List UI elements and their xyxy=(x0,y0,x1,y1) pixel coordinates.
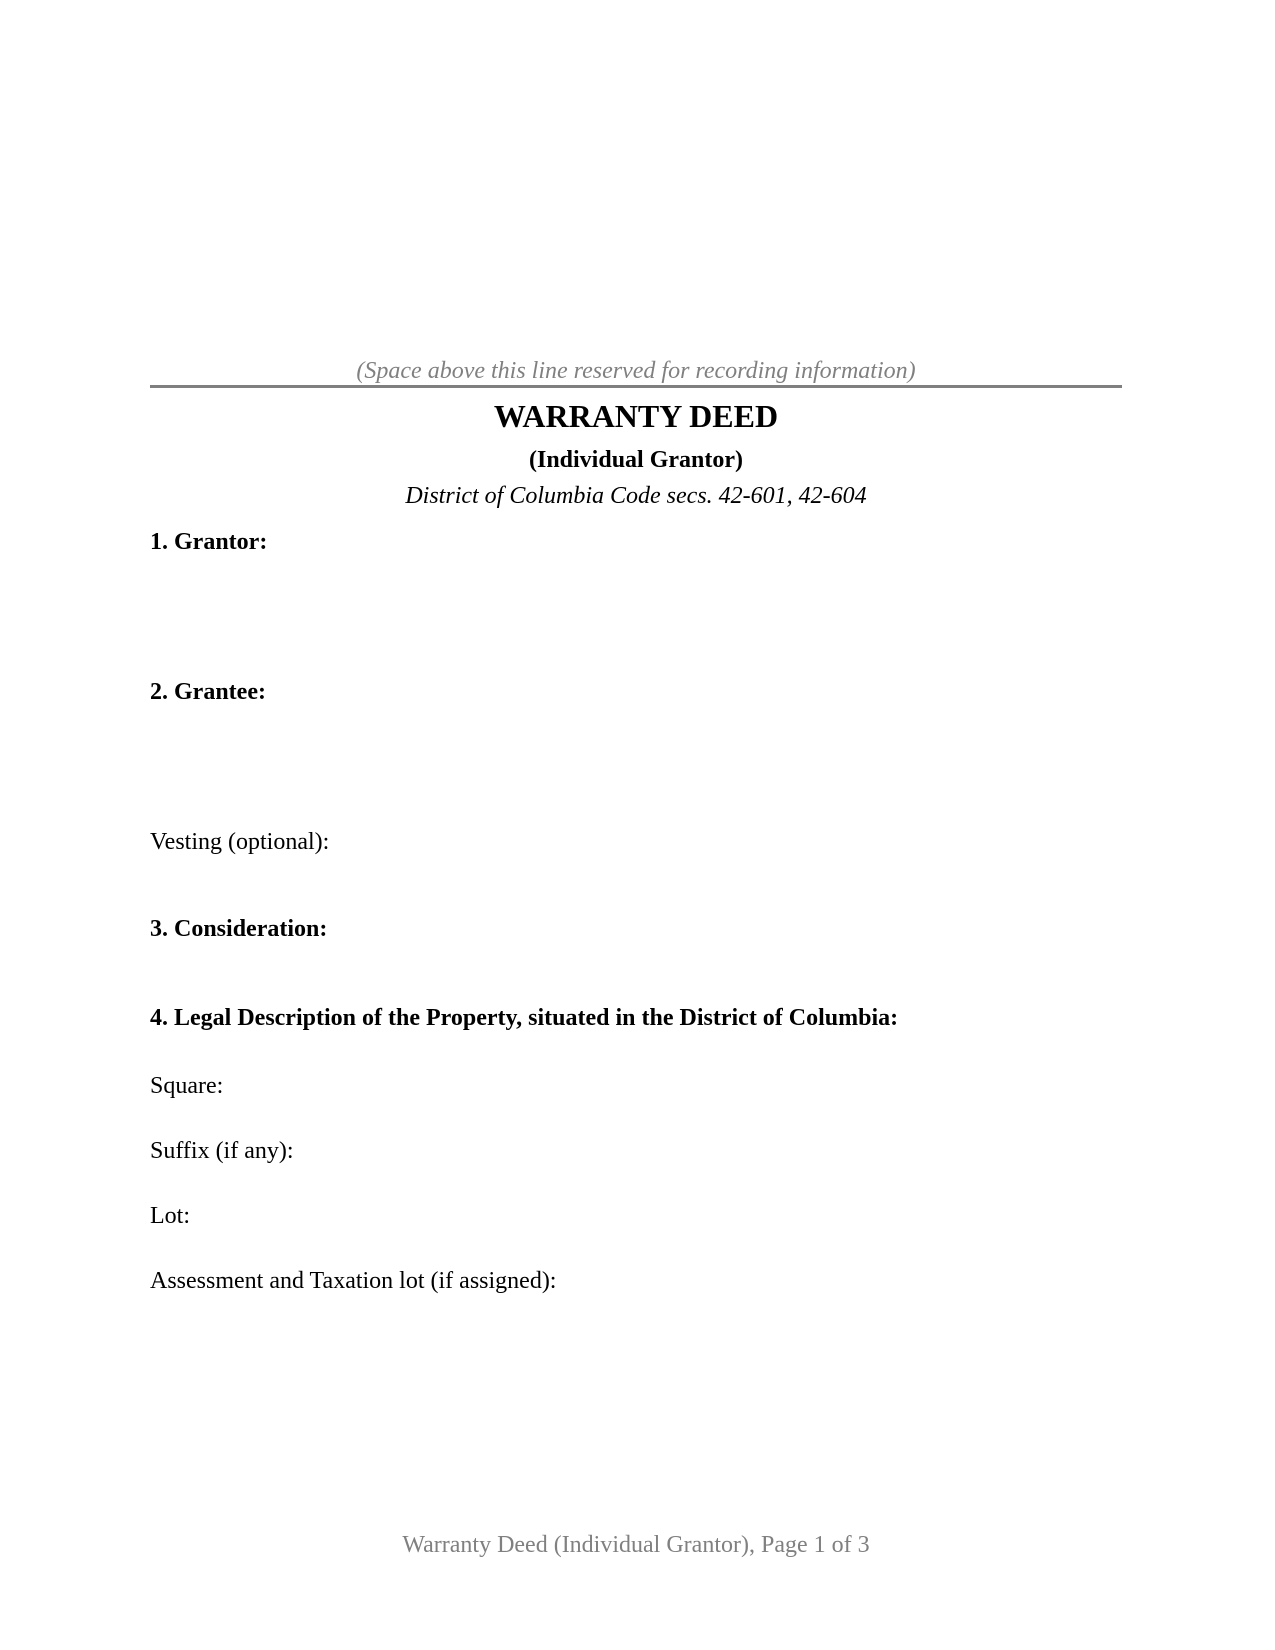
assessment-taxation-lot-label: Assessment and Taxation lot (if assigned): xyxy=(150,1268,557,1294)
recording-reserved-note: (Space above this line reserved for recording information) xyxy=(356,358,916,384)
document-subtitle: (Individual Grantor) xyxy=(528,447,744,473)
grantee-heading: 2. Grantee: xyxy=(150,679,266,705)
suffix-label: Suffix (if any): xyxy=(150,1138,294,1164)
recording-divider-line xyxy=(150,385,1122,388)
grantor-heading: 1. Grantor: xyxy=(150,529,268,555)
lot-label: Lot: xyxy=(150,1203,190,1229)
document-title: WARRANTY DEED xyxy=(493,398,779,434)
consideration-heading: 3. Consideration: xyxy=(150,916,328,942)
page-footer: Warranty Deed (Individual Grantor), Page 1 of 3 xyxy=(402,1532,870,1558)
legal-description-heading: 4. Legal Description of the Property, situated in the District of Columbia: xyxy=(150,1005,899,1031)
square-label: Square: xyxy=(150,1073,224,1099)
vesting-label: Vesting (optional): xyxy=(150,829,330,855)
code-citation: District of Columbia Code secs. 42-601, 42-604 xyxy=(405,483,867,509)
